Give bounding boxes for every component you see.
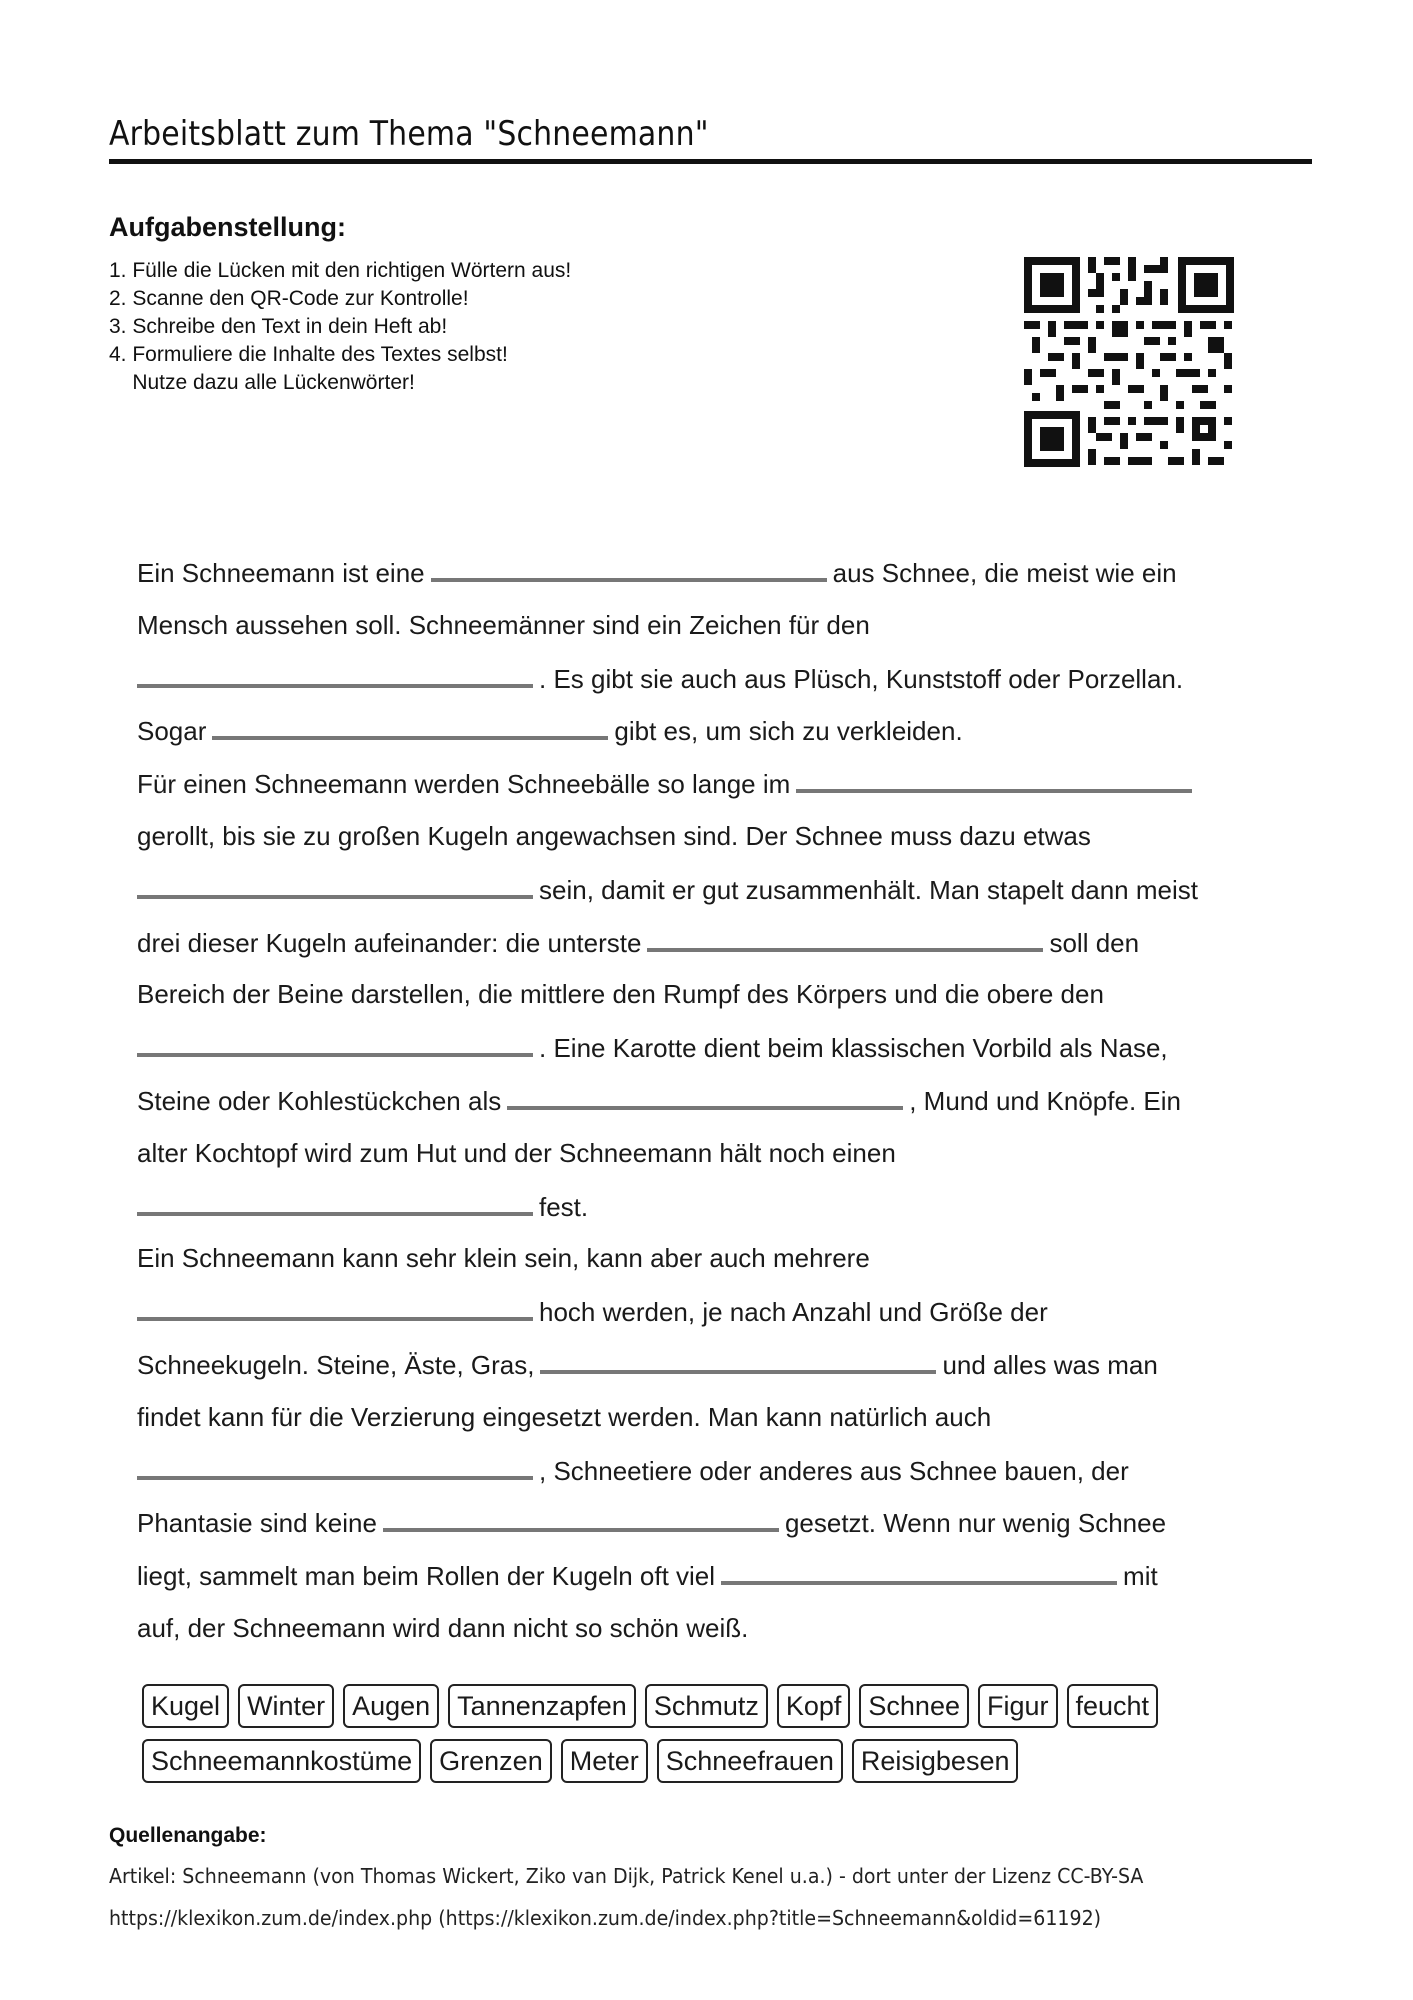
text-segment: und alles was man bbox=[942, 1350, 1158, 1380]
word-bank-row bbox=[142, 1739, 1027, 1783]
text-line bbox=[137, 552, 1177, 592]
text-segment: gesetzt. Wenn nur wenig Schnee bbox=[784, 1508, 1167, 1539]
text-segment: liegt, sammelt man beim Rollen der Kugeln oft viel bbox=[137, 1561, 716, 1592]
blank-gap[interactable] bbox=[507, 1080, 903, 1110]
text-line bbox=[137, 1080, 1181, 1120]
word-chip: Winter bbox=[238, 1684, 334, 1728]
title-divider bbox=[109, 159, 1312, 164]
text-segment: Phantasie sind keine bbox=[137, 1508, 377, 1539]
word-chip: Schneemannkostüme bbox=[142, 1739, 421, 1783]
word-chip: Figur bbox=[978, 1684, 1058, 1728]
text-segment: Sogar bbox=[137, 716, 207, 747]
source-url: https://klexikon.zum.de/index.php (https://klexikon.zum.de/index.php?title=Schneemann&oldid=61192) bbox=[109, 1906, 1102, 1930]
source-heading: Quellenangabe: bbox=[109, 1824, 267, 1847]
word-chip: Schmutz bbox=[645, 1684, 768, 1728]
text-segment: findet kann für die Verzierung eingesetzt werden. Man kann natürlich auch bbox=[137, 1401, 992, 1432]
word-chip: Kopf bbox=[777, 1684, 851, 1728]
text-segment: alter Kochtopf wird zum Hut und der Schneemann hält noch einen bbox=[137, 1137, 896, 1168]
text-segment: auf, der Schneemann wird dann nicht so schön weiß. bbox=[137, 1613, 749, 1643]
word-chip: Kugel bbox=[142, 1684, 229, 1728]
qr-code-image bbox=[1024, 257, 1234, 467]
text-line bbox=[137, 605, 870, 645]
text-line bbox=[137, 1027, 1168, 1067]
text-segment: fest. bbox=[539, 1191, 589, 1222]
word-chip: Tannenzapfen bbox=[448, 1684, 636, 1728]
blank-gap[interactable] bbox=[137, 1186, 533, 1216]
blank-gap[interactable] bbox=[540, 1344, 936, 1374]
task-item: 1. Fülle die Lücken mit den richtigen Wörtern aus! bbox=[109, 259, 572, 282]
text-line bbox=[137, 1291, 1048, 1331]
text-line bbox=[137, 1344, 1158, 1384]
text-line bbox=[137, 974, 1104, 1014]
task-item: 2. Scanne den QR-Code zur Kontrolle! bbox=[109, 287, 469, 310]
task-item: Nutze dazu alle Lückenwörter! bbox=[109, 371, 415, 394]
text-segment: . Es gibt sie auch aus Plüsch, Kunststoff oder Porzellan. bbox=[539, 663, 1184, 694]
text-segment: Mensch aussehen soll. Schneemänner sind ein Zeichen für den bbox=[137, 609, 870, 640]
text-segment: soll den bbox=[1049, 927, 1140, 958]
text-line bbox=[137, 1502, 1166, 1542]
task-list bbox=[109, 257, 571, 397]
text-segment: Bereich der Beine darstellen, die mittlere den Rumpf des Körpers und die obere den bbox=[137, 979, 1104, 1010]
blank-gap[interactable] bbox=[137, 1450, 533, 1480]
word-chip: Meter bbox=[561, 1739, 648, 1783]
text-segment: gerollt, bis sie zu großen Kugeln angewachsen sind. Der Schnee muss dazu etwas bbox=[137, 821, 1091, 851]
text-line bbox=[137, 1397, 991, 1437]
text-segment: hoch werden, je nach Anzahl und Größe der bbox=[539, 1297, 1048, 1328]
source-article: Artikel: Schneemann (von Thomas Wickert, Ziko van Dijk, Patrick Kenel u.a.) - dort unter der Lizenz CC-BY-SA bbox=[109, 1864, 1144, 1888]
task-item: 4. Formuliere die Inhalte des Textes selbst! bbox=[109, 343, 508, 366]
blank-gap[interactable] bbox=[137, 869, 533, 899]
text-line bbox=[137, 1186, 588, 1226]
text-segment: Ein Schneemann kann sehr klein sein, kann aber auch mehrere bbox=[137, 1243, 870, 1274]
word-bank-row bbox=[142, 1684, 1167, 1728]
blank-gap[interactable] bbox=[431, 552, 827, 582]
blank-gap[interactable] bbox=[137, 1027, 533, 1057]
text-segment: gibt es, um sich zu verkleiden. bbox=[614, 716, 963, 747]
text-line bbox=[137, 816, 1091, 856]
text-line bbox=[137, 658, 1183, 698]
blank-gap[interactable] bbox=[796, 763, 1192, 793]
blank-gap[interactable] bbox=[647, 922, 1043, 952]
text-segment: Schneekugeln. Steine, Äste, Gras, bbox=[137, 1350, 535, 1380]
word-chip: feucht bbox=[1067, 1684, 1159, 1728]
text-line bbox=[137, 922, 1139, 962]
text-line bbox=[137, 1238, 870, 1278]
blank-gap[interactable] bbox=[383, 1502, 779, 1532]
blank-gap[interactable] bbox=[212, 710, 608, 740]
text-segment: mit bbox=[1123, 1561, 1158, 1592]
task-item: 3. Schreibe den Text in dein Heft ab! bbox=[109, 315, 448, 338]
text-line bbox=[137, 710, 963, 750]
text-segment: aus Schnee, die meist wie ein bbox=[832, 558, 1177, 588]
text-line bbox=[137, 1608, 748, 1648]
blank-gap[interactable] bbox=[137, 1291, 533, 1321]
text-segment: sein, damit er gut zusammenhält. Man stapelt dann meist bbox=[539, 874, 1198, 905]
text-segment: Steine oder Kohlestückchen als bbox=[137, 1086, 502, 1116]
text-line bbox=[137, 869, 1198, 909]
text-line bbox=[137, 1555, 1158, 1595]
word-chip: Schneefrauen bbox=[657, 1739, 843, 1783]
text-line bbox=[137, 1133, 896, 1173]
page-title: Arbeitsblatt zum Thema "Schneemann" bbox=[109, 114, 709, 154]
text-segment: Ein Schneemann ist eine bbox=[137, 558, 425, 588]
word-chip: Schnee bbox=[859, 1684, 969, 1728]
text-line bbox=[137, 763, 1198, 803]
blank-gap[interactable] bbox=[137, 658, 533, 688]
text-segment: drei dieser Kugeln aufeinander: die unterste bbox=[137, 927, 642, 958]
text-segment: Für einen Schneemann werden Schneebälle so lange im bbox=[137, 769, 791, 800]
text-segment: , Schneetiere oder anderes aus Schnee bauen, der bbox=[539, 1455, 1129, 1486]
word-chip: Augen bbox=[343, 1684, 439, 1728]
text-segment: , Mund und Knöpfe. Ein bbox=[909, 1086, 1181, 1116]
blank-gap[interactable] bbox=[721, 1555, 1117, 1585]
word-chip: Reisigbesen bbox=[852, 1739, 1019, 1783]
text-line bbox=[137, 1450, 1129, 1490]
task-heading: Aufgabenstellung: bbox=[109, 212, 346, 242]
word-chip: Grenzen bbox=[430, 1739, 552, 1783]
text-segment: . Eine Karotte dient beim klassischen Vorbild als Nase, bbox=[539, 1033, 1168, 1064]
